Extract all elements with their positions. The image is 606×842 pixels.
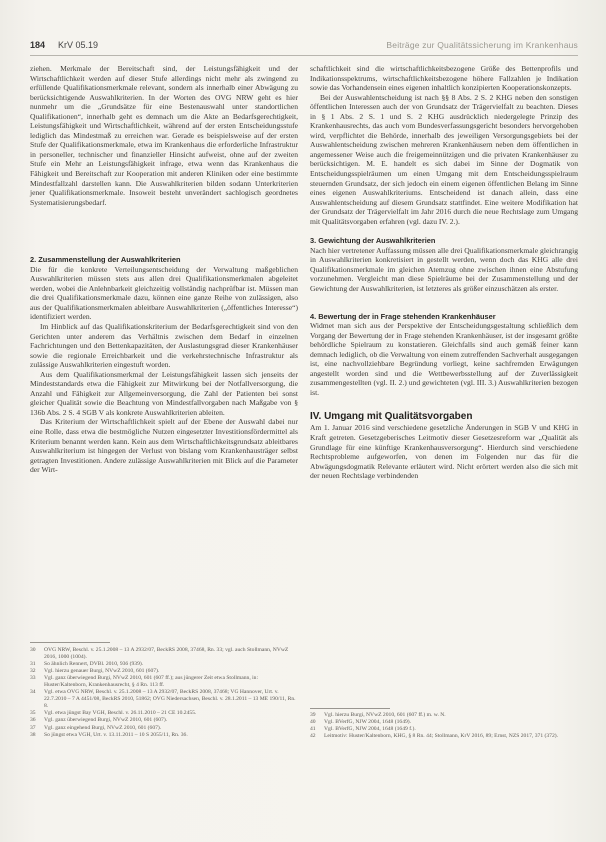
footnote bbox=[30, 717, 298, 724]
footnote bbox=[30, 732, 298, 739]
paragraph: Bei der Auswahlentscheidung ist nach §§ 8 Abs. 2 S. 2 KHG neben den sonstigen öffentlichen Interessen auch der von Grundsatz der Trägervielfalt zu beachten. Dieses in § 1 Abs. 2 S. 1 und S. 2 KHG ausdrücklich niedergelegte Prinzip des Krankenhausrechts, das auch vom Bundesverfassungsgericht besonders hervorgehoben wird, verpflichtet die Behörde, innerhalb des jeweiligen Versorgungsgebiets bei der Auswahlentscheidung zwischen mehreren Krankenhäusern neben dem öffentlichen in angemessener Weise auch die freigemeinnützigen und die privaten Krankenhäuser zu berücksichtigen. M. E. handelt es sich dabei im Sinne der Dogmatik von Entscheidungsspielräumen um einen Umgang mit dem Entscheidungsspielraum steuernden Grundsatz, der sich jedoch ein einem eigenen öffentlichen Belang im Sinne eines eigenen Auswahlkriteriums. Entscheidend ist danach allein, dass eine Auswahlentscheidung auf diesem Grundsatz stattfindet. Eine weitere Modifikation hat der Grundsatz der Trägervielfalt im Jahr 2016 durch die neue Rechtslage zum Umgang mit Qualitätsvorgaben erfahren (vgl. dazu IV. 2.). bbox=[310, 92, 578, 226]
section-heading: 2. Zusammenstellung der Auswahlkriterien bbox=[30, 255, 181, 265]
footnote-text: Vgl. BVerfG, NJW 2004, 1648 (1649 f.). bbox=[324, 726, 416, 733]
right-column bbox=[310, 64, 578, 481]
paragraph: schaftlichkeit sind die wirtschaftlichkeitsbezogene Größe des Bettenprofils und Indikationsspektrums, wirtschaftlichkeitsbezogene höhere Fallzahlen je Indikation sowie das Vorhandensein eines eigenen inhaltlich konzipierten Kooperationskonzepts. bbox=[310, 64, 578, 93]
footnote-text: Vgl. hierzu Burgi, NVwZ 2010, 601 (607 ff.) m. w. N. bbox=[324, 712, 446, 718]
paragraph: Die für die konkrete Verteilungsentscheidung der Verwaltung maßgeblichen Auswahlkriterien müssen stets aus allen drei Qualifikationsmerkmalen abgeleitet werden, wobei die Anlehnbarkeit gleichzeitig vollständig nachprüfbar ist. Müssen man die drei Qualifikationsmerkmale dazu, können eine ganze Reihe von zulässigen, also aus der Qualifikationsmerkmalen ableitbare Auswahlkriterien („öffentliches Interesse“) identifiziert werden. bbox=[30, 264, 298, 322]
footnote-text: Vgl. ganz eingehend Burgi, NVwZ 2010, 601 (607). bbox=[44, 724, 162, 731]
footnote-number: 40 bbox=[310, 719, 316, 726]
footnote-text: Vgl. BVerfG, NJW 2004, 1648 (1649). bbox=[324, 719, 412, 726]
paragraph: Im Hinblick auf das Qualifikationskriterium der Bedarfsgerechtigkeit sind von den Gerichten unter anderem das Verhältnis zwischen dem Bedarf in einzelnen Fachrichtungen und den Bettenkapazitäten, der Auslastungsgrad dieser Krankenhäuser sowie die regionale Erreichbarkeit und die verkehrstechnische Infrastruktur als zulässige Auswahlkriterien eingestuft worden. bbox=[30, 321, 298, 370]
footnote-number: 38 bbox=[30, 731, 36, 738]
section-spacer bbox=[310, 294, 578, 312]
left-column bbox=[30, 64, 298, 475]
paragraph: Nach hier vertretener Auffassung müssen alle drei Qualifikationsmerkmale gleichrangig in Auswahlkriterien konkretisiert in gestellt werden, wenn doch das KHG alle drei Qualifikationsmerkmale im gleichen Atemzug ohne zwischen ihnen eine Abstufung vorzunehmen. Vergleicht man diese Spielräume bei der Zusammenstellung und der Gewichtung der Auswahlkriterien, ist letzteres als größer einzuschätzen als erster. bbox=[310, 245, 578, 293]
footnotes-right bbox=[310, 712, 578, 740]
page-number: 184 bbox=[30, 40, 46, 50]
footnote-number: 30 bbox=[30, 647, 36, 653]
paragraph: Aus dem Qualifikationsmerkmal der Leistungsfähigkeit lassen sich jenseits der Mindeststandards etwa die Fähigkeit zur Mitwirkung bei der Notfallversorgung, die Anzahl und Fähigkeit zur Allgemeinversorgung, die Zahl der Patienten bei sonst gleicher Qualität sowie die Beachtung von Mindestfallvorgaben nach Maßgabe von § 136b Abs. 2 S. 4 SGB V als konkrete Auswahlkriterien ableiten. bbox=[30, 369, 298, 417]
footnote bbox=[30, 647, 298, 661]
footnote-number: 33 bbox=[30, 675, 36, 682]
running-title: Beiträge zur Qualitätssicherung im Krankenhaus bbox=[386, 40, 578, 50]
section-spacer bbox=[30, 207, 298, 255]
footnote-number: 39 bbox=[310, 712, 316, 718]
footnote-number: 36 bbox=[30, 717, 36, 724]
footnote-text: So jüngst etwa VGH, Urt. v. 13.11.2011 – 10 S 2055/11, Rn. 36. bbox=[44, 731, 188, 738]
footnotes-left bbox=[30, 647, 298, 739]
section-spacer bbox=[310, 226, 578, 236]
footnote bbox=[30, 675, 298, 689]
footnote-rule bbox=[310, 708, 390, 709]
footnote-text: OVG NRW, Beschl. v. 25.1.2008 – 13 A 2932/07, BeckRS 2008, 37468, Rn. 33; vgl. auch Stollmann, NVwZ 2016, 1000 (1004). bbox=[44, 647, 289, 661]
footnote-number: 35 bbox=[30, 710, 36, 717]
footnote-text: Vgl. ganz überwiegend Burgi, NVwZ 2010, 601 (607). bbox=[44, 717, 168, 724]
paragraph: ziehen. Merkmale der Bereitschaft sind, der Leistungsfähigkeit und der Wirtschaftlichkeit werden auf dieser Stufe allerdings nicht mehr als zwingend zu erfüllende Qualifikationsmerkmale relevant, sondern als innerhalb einer Abwägung zu berücksichtigende Auswahlkriterien. In der Worten des OVG NRW geht es hier nunmehr um die „Grundsätze für eine Bestenauswahl unter standortlichen Qualifikationen“, innerhalb geht es demnach um die Akte an Bedarfsgerechtigkeit, Leistungsfähigkeit und Wirtschaftlichkeit, während auf der ersten Entscheidungsstufe lediglich das Mindestmaß zu erreichen war. Gerade es beispielsweise auf der ersten Stufe der Qualifikationsmerkmale, etwa im Krankenhaus die erforderliche Infrastruktur in personeller, technischer und finanzieller Hinsicht aufweist, ohne auf der zweiten Stufe ein Mehr an Leistungsfähigkeit infrage, etwa wenn das Krankenhaus die Fähigkeit und Bereitschaft zur Kooperation mit anderen Kliniken oder eine bestimmte Mindestfallzahl darstellen kann. Die Auswahlkriterien bilden sodann Unterkriterien jener Qualifikationsmerkmale. Insoweit besteht unverändert sachlogisch geordnetes Systematisierungsbedarf. bbox=[30, 64, 298, 207]
footnote-text: Leitmotiv: Huster/Kaltenborn, KHG, § 8 Rn. 44; Stollmann, KrV 2016, 89; Ernst, NZS 2017, 371 (372). bbox=[324, 733, 559, 740]
journal-issue: KrV 05.19 bbox=[58, 40, 99, 50]
footnote-number: 34 bbox=[30, 689, 36, 696]
header-rule bbox=[30, 55, 578, 56]
footnote-number: 42 bbox=[310, 733, 316, 740]
section-spacer bbox=[310, 397, 578, 411]
footnote bbox=[310, 733, 578, 740]
footnote bbox=[310, 712, 578, 719]
footnote-number: 31 bbox=[30, 661, 36, 668]
footnote-text: So ähnlich Rennert, DVBl. 2010, 936 (939). bbox=[44, 661, 144, 668]
paragraph: Das Kriterium der Wirtschaftlichkeit spielt auf der Ebene der Auswahl dabei nur eine Rolle, dass etwa die bestmögliche Nutzen eingesetzter Investitionsfördermittel als Kriterium benannt werden kann. Kein aus dem Wirtschaftlichkeitsgrundsatz ableitbares Auswahlkriterium ist hingegen der Verlust von bislang vom Krankenhausträger selbst getragten Investitionen. Andere zulässige Auswahlkriterien mit Blick auf die Parameter der Wirt- bbox=[30, 417, 298, 475]
paragraph: Am 1. Januar 2016 sind verschiedene gesetzliche Änderungen in SGB V und KHG in Kraft getreten. Gesetzgeberisches Leitmotiv dieser Gesetzesreform war „Qualität als Grundlage für eine künftige Krankenhausversorgung“. Hierdurch sind verschiedene Rechtsprobleme aufgeworfen, von denen im Folgenden nur das für die Abwägungsdogmatik Relevante erläutert wird. Nicht erörtert werden also die sich mit der neuen Rechtslage verbindenden bbox=[310, 423, 578, 481]
footnote-number: 37 bbox=[30, 724, 36, 731]
footnote-text: Vgl. etwa jüngst Bay VGH, Beschl. v. 26.11.2010 – 21 CE 10.2455. bbox=[44, 710, 197, 717]
section-heading: 3. Gewichtung der Auswahlkriterien bbox=[310, 236, 436, 246]
chapter-heading: IV. Umgang mit Qualitätsvorgaben bbox=[310, 411, 473, 423]
footnote-rule bbox=[30, 642, 110, 643]
footnote-number: 41 bbox=[310, 726, 316, 733]
footnote bbox=[30, 725, 298, 732]
paragraph: Widmet man sich aus der Perspektive der Entscheidungsgestaltung schließlich dem Vorgang der Bewertung der in Frage stehenden Krankenhäuser, ist der insgesamt größte behördliche Spielraum zu konstatieren. Gleichfalls sind auch gemäß feiner kann demnach lediglich, ob die Verwaltung von einem zutreffenden Sachverhalt ausgegangen ist, eine nachvollziehbare Begründung vorliegt, keine sachfremden Erwägungen angestellt worden sind und die Wettbewerbsstellung auf der Zuverlässigkeit zusammengestellten (vgl. II. 2.) und gewichteten (vgl. III. 3.) Auswahlkriterien bezogen ist. bbox=[310, 321, 578, 397]
footnote-number: 32 bbox=[30, 668, 36, 675]
footnote-text: Vgl. ganz überwiegend Burgi, NVwZ 2010, 601 (607 ff.); aus jüngerer Zeit etwa Stollmann, in: Huster/Kaltenborn, Krankenhausrecht, § 4 Rn. 113 ff. bbox=[44, 675, 259, 689]
section-heading: 4. Bewertung der in Frage stehenden Krankenhäuser bbox=[310, 311, 496, 321]
page-header bbox=[30, 40, 578, 54]
footnote-text: Vgl. hierzu genauer Burgi, NVwZ 2010, 601 (607). bbox=[44, 668, 160, 675]
footnote-text: Vgl. etwa OVG NRW, Beschl. v. 25.1.2008 – 13 A 2932/07, BeckRS 2008, 37468; VG Hannover, Urt. v. 22.7.2010 – 7 A 4451/08, BeckRS 2010, 51862; OVG Niedersachsen, Beschl. v. 28.1.2011 – 13 ME 190/11, Rn. 8. bbox=[44, 689, 296, 710]
footnote bbox=[30, 689, 298, 710]
